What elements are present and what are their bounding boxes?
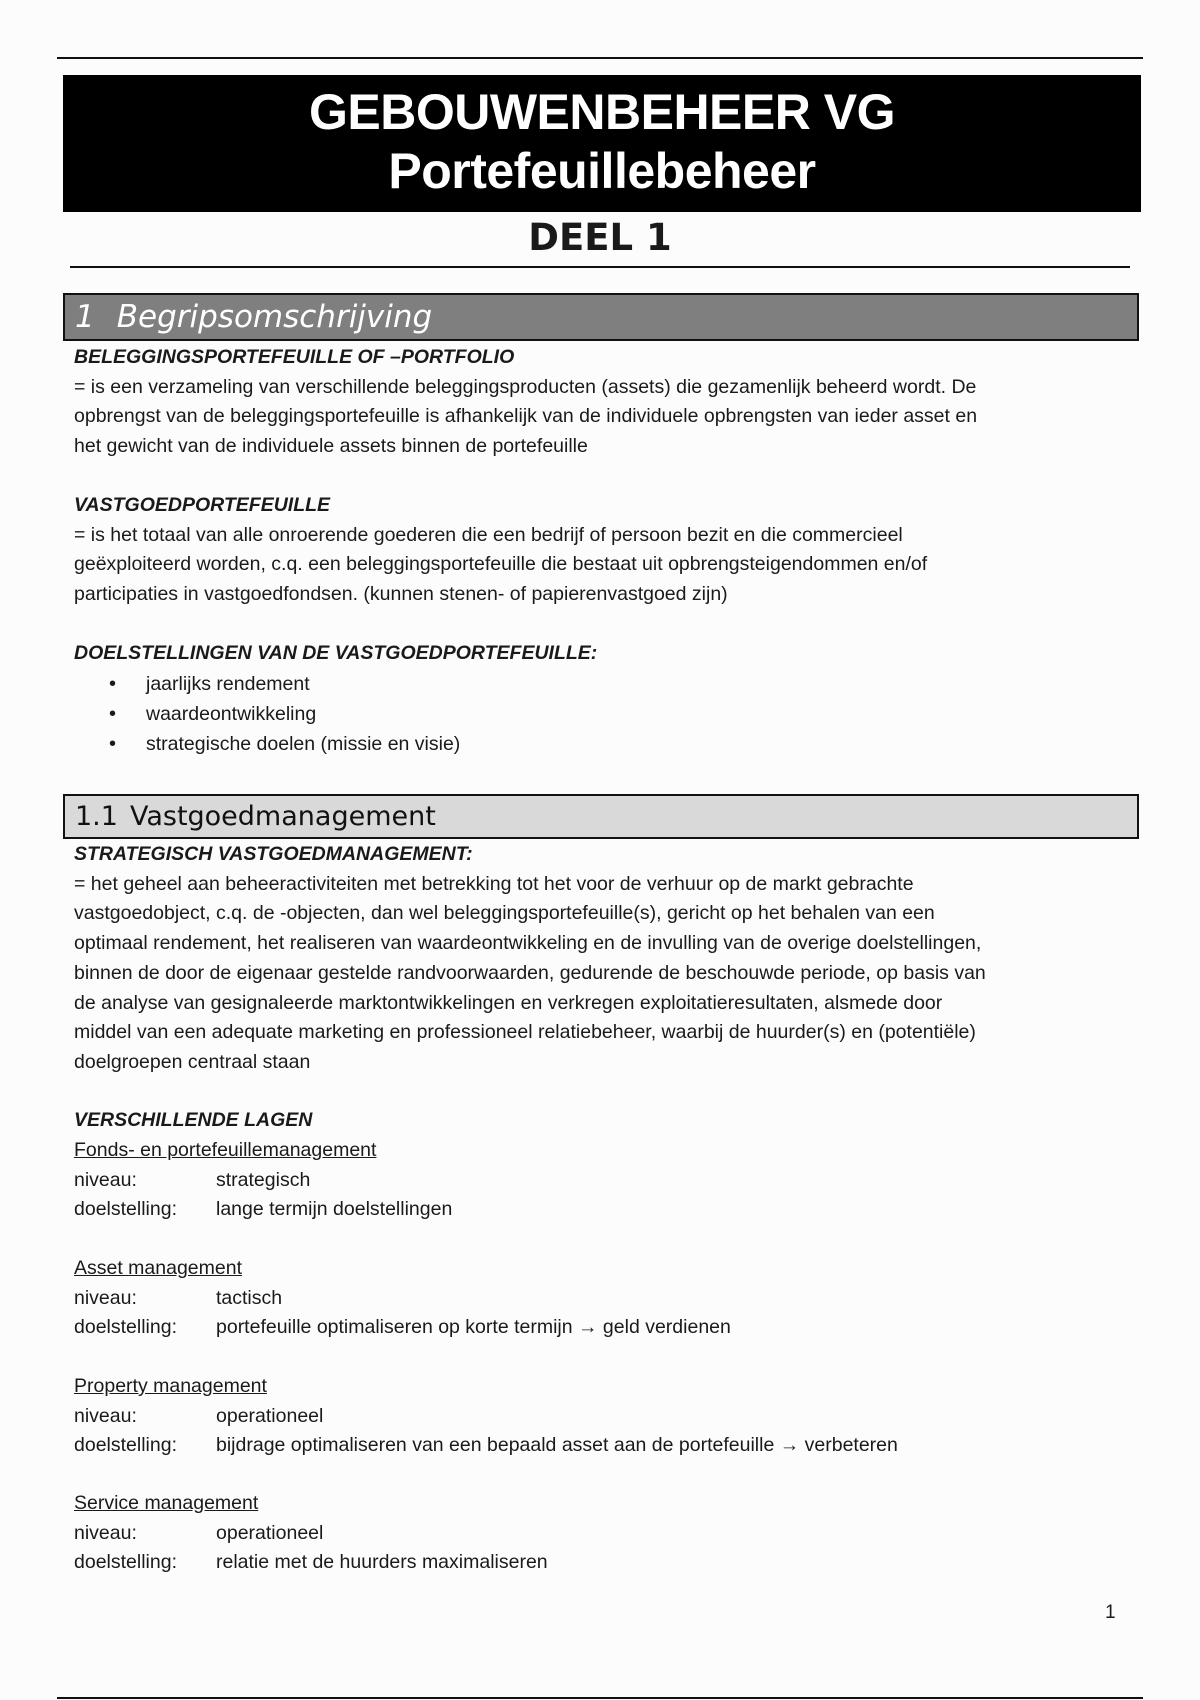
definition-line: de analyse van gesignaleerde marktontwikkelingen en verkregen exploitatieresultaten, alsmede door [74, 991, 943, 1014]
niveau-label: niveau: [74, 1168, 137, 1191]
goals-list [74, 669, 1134, 759]
definition-line: het gewicht van de individuele assets binnen de portefeuille [74, 435, 588, 458]
bottom-rule [57, 1697, 1143, 1699]
definition-line: middel van een adequate marketing en professioneel relatiebeheer, waarbij de huurder(s) en (potentiële) [74, 1021, 976, 1044]
layer-title: Fonds- en portefeuillemanagement [74, 1139, 377, 1161]
niveau-value: operationeel [216, 1404, 324, 1427]
niveau-value: strategisch [216, 1168, 311, 1191]
section-heading-1 [63, 293, 1139, 341]
part-rule [70, 266, 1130, 268]
layer-title: Asset management [74, 1257, 243, 1279]
niveau-label: niveau: [74, 1286, 137, 1309]
section-number: 1.1 [75, 801, 118, 832]
layer-item [74, 1136, 1134, 1225]
doel-label: doelstelling: [74, 1316, 177, 1339]
term-heading: DOELSTELLINGEN VAN DE VASTGOEDPORTEFEUILLE: [74, 642, 598, 664]
section-number: 1 [75, 299, 95, 335]
layer-item [74, 1489, 1134, 1578]
niveau-label: niveau: [74, 1404, 137, 1427]
definition-line: = is het totaal van alle onroerende goederen die een bedrijf of persoon bezit en die commercieel [74, 523, 903, 546]
niveau-label: niveau: [74, 1521, 137, 1544]
list-item: • jaarlijks rendement [74, 669, 1134, 699]
definition-portfolio [74, 343, 1134, 462]
niveau-value: operationeel [216, 1521, 324, 1544]
layers-heading-block [74, 1106, 1134, 1136]
section-title: Begripsomschrijving [116, 299, 433, 335]
list-item: • strategische doelen (missie en visie) [74, 729, 1134, 759]
document-title: GEBOUWENBEHEER VG [308, 84, 895, 140]
part-heading: DEEL 1 [528, 216, 672, 259]
term-heading: STRATEGISCH VASTGOEDMANAGEMENT: [74, 843, 473, 865]
top-rule [57, 57, 1143, 59]
layer-item [74, 1254, 1134, 1343]
doel-label: doelstelling: [74, 1434, 177, 1457]
doel-label: doelstelling: [74, 1198, 177, 1221]
definition-line: optimaal rendement, het realiseren van waardeontwikkeling en de invulling van de overige doelstellingen, [74, 932, 982, 955]
definition-line: = het geheel aan beheeractiviteiten met betrekking tot het voor de verhuur op de markt gebrachte [74, 872, 914, 895]
definition-vastgoedportefeuille [74, 491, 1134, 610]
definition-line: = is een verzameling van verschillende beleggingsproducten (assets) die gezamenlijk beheerd wordt. De [74, 375, 977, 398]
definition-line: participaties in vastgoedfondsen. (kunnen stenen- of papierenvastgoed zijn) [74, 583, 728, 606]
term-heading: VASTGOEDPORTEFEUILLE [74, 494, 331, 516]
doel-label: doelstelling: [74, 1551, 177, 1574]
term-heading: BELEGGINGSPORTEFEUILLE OF –PORTFOLIO [74, 346, 515, 368]
section-title: Vastgoedmanagement [129, 801, 436, 832]
definition-line: binnen de door de eigenaar gestelde randvoorwaarden, gedurende de beschouwde periode, op basis van [74, 961, 986, 984]
doel-value: relatie met de huurders maximaliseren [216, 1551, 548, 1574]
definition-line: opbrengst van de beleggingsportefeuille is afhankelijk van de individuele opbrengsten van ieder asset en [74, 405, 978, 428]
document-subtitle: Portefeuillebeheer [388, 143, 816, 199]
list-item: • waardeontwikkeling [74, 699, 1134, 729]
definition-line: vastgoedobject, c.q. de -objecten, dan wel beleggingsportefeuille(s), gericht op het behalen van een [74, 902, 935, 925]
layer-item [74, 1372, 1134, 1461]
page-number: 1 [1105, 1602, 1116, 1623]
term-heading: VERSCHILLENDE LAGEN [74, 1109, 313, 1131]
layer-title: Property management [74, 1375, 267, 1397]
section-heading-1-1 [63, 794, 1139, 839]
niveau-value: tactisch [216, 1286, 283, 1309]
doel-value: bijdrage optimaliseren van een bepaald asset aan de portefeuille → verbeteren [216, 1434, 898, 1457]
layer-title: Service management [74, 1492, 259, 1514]
title-banner [63, 75, 1141, 212]
doel-value: portefeuille optimaliseren op korte termijn → geld verdienen [216, 1316, 731, 1339]
definition-line: geëxploiteerd worden, c.q. een beleggingsportefeuille die bestaat uit opbrengsteigendommen en/of [74, 553, 928, 576]
definition-strategisch [74, 840, 1134, 1078]
doel-value: lange termijn doelstellingen [216, 1198, 453, 1221]
definition-line: doelgroepen centraal staan [74, 1050, 311, 1073]
goals-block [74, 639, 1134, 759]
